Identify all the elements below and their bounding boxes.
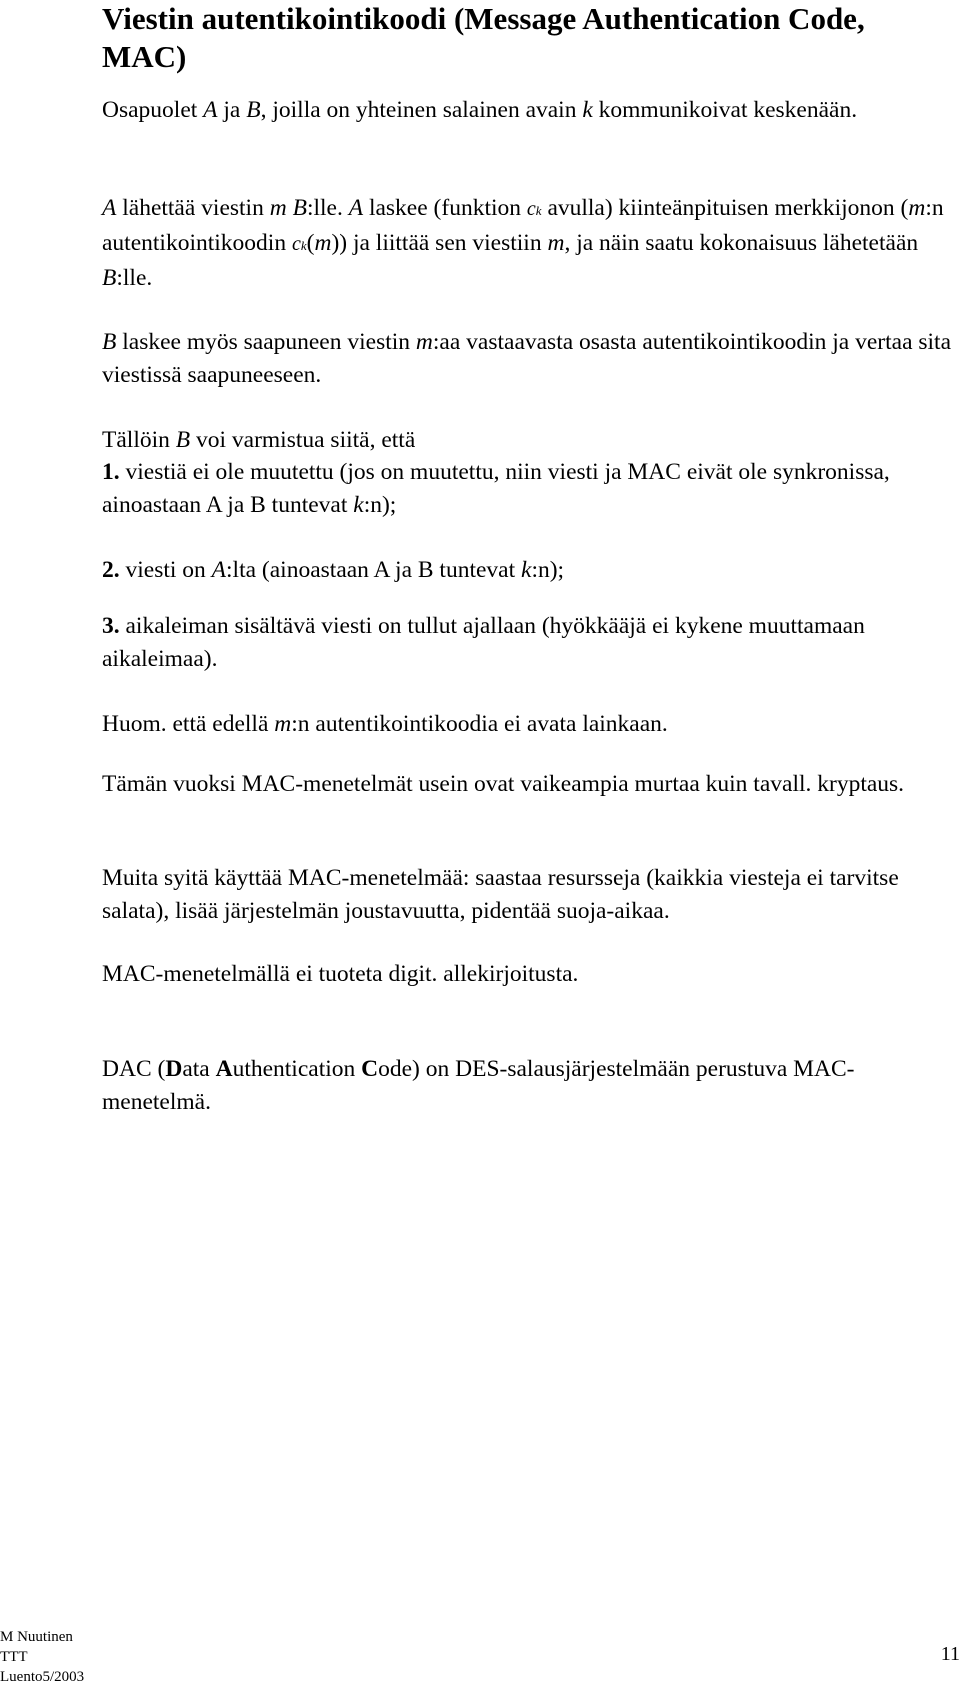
var-a: A xyxy=(203,97,218,123)
text: lähettää viestin xyxy=(116,195,270,221)
text: laskee (funktion xyxy=(363,195,527,221)
text: :lle. xyxy=(306,195,349,221)
paragraph-parties xyxy=(102,94,952,127)
var-b: B xyxy=(292,195,307,221)
list-number: 3. xyxy=(102,613,120,639)
var-a: A xyxy=(348,195,364,221)
paragraph-note xyxy=(102,708,952,741)
footer-lecture: Luento5/2003 xyxy=(0,1669,85,1685)
var-k: k xyxy=(521,557,532,583)
paragraph-dac xyxy=(102,1053,952,1119)
func-subscript-k: k xyxy=(300,238,307,253)
var-b: B xyxy=(246,97,261,123)
page-title: Viestin autentikointikoodi (Message Authentication Code, MAC) xyxy=(102,1,865,74)
text: :n autentikointikoodia ei avata lainkaan. xyxy=(291,711,668,737)
text: Tällöin xyxy=(102,427,176,453)
text: Osapuolet xyxy=(102,97,204,123)
footer-author: M Nuutinen xyxy=(0,1629,73,1645)
text: kommunikoivat keskenään. xyxy=(592,97,858,123)
list-number: 1. xyxy=(102,459,120,485)
text: :n); xyxy=(531,557,565,583)
list-item-2 xyxy=(102,554,952,587)
text: voi varmistua siitä, että xyxy=(190,427,416,453)
footer-course: TTT xyxy=(0,1649,28,1665)
var-k: k xyxy=(582,97,593,123)
text: ( xyxy=(306,230,315,256)
text: Huom. että edellä xyxy=(102,711,275,737)
var-b: B xyxy=(175,427,191,453)
var-m: m xyxy=(547,230,565,256)
text: ode) on DES-salausjärjestelmään perustuva MAC-menetelmä. xyxy=(102,1056,855,1115)
paragraph-reasons: Muita syitä käyttää MAC-menetelmää: saastaa resursseja (kaikkia viesteja ei tarvitse salata), lisää järjestelmän joustavuutta, pidentää suoja-aikaa. xyxy=(102,865,899,924)
paragraph-difficulty: Tämän vuoksi MAC-menetelmät usein ovat vaikeampia murtaa kuin tavall. kryptaus. xyxy=(102,771,905,797)
text: uthentication xyxy=(232,1056,362,1082)
list-item-1 xyxy=(102,456,952,522)
var-m: m xyxy=(269,195,287,221)
var-a: A xyxy=(102,195,117,221)
var-m: m xyxy=(415,329,433,355)
func-subscript-k: k xyxy=(535,203,542,218)
text: , joilla on yhteinen salainen avain xyxy=(260,97,583,123)
var-b: B xyxy=(102,265,117,291)
paragraph-sending xyxy=(102,192,952,295)
text: :lta (ainoastaan A ja B tuntevat xyxy=(226,557,522,583)
text: viestiä ei ole muutettu (jos on muutettu, niin viesti ja MAC eivät ole synkronissa, ainoastaan A ja B tuntevat xyxy=(102,459,890,518)
text: aikaleiman sisältävä viesti on tullut ajallaan (hyökkääjä ei kykene muuttamaan aikaleimaa). xyxy=(102,613,865,672)
list-number: 2. xyxy=(102,557,120,583)
text: , ja näin saatu kokonaisuus lähetetään xyxy=(564,230,919,256)
text: :lle. xyxy=(116,265,153,291)
var-m: m xyxy=(274,711,292,737)
text: :aa vastaavasta osasta autentikointikoodin ja vertaa sita viestissä saapuneeseen. xyxy=(102,329,952,388)
var-a: A xyxy=(211,557,227,583)
paragraph-guarantees-intro xyxy=(102,424,952,457)
acronym-letter: A xyxy=(215,1056,233,1082)
text: ata xyxy=(182,1056,216,1082)
text: ja xyxy=(217,97,247,123)
func-c: c xyxy=(526,198,536,220)
text: avulla) kiinteänpituisen merkkijonon ( xyxy=(541,195,909,221)
paragraph-verify xyxy=(102,326,952,392)
text: )) ja liittää sen viestiin xyxy=(331,230,548,256)
list-item-3 xyxy=(102,610,952,676)
text: viesti on xyxy=(119,557,212,583)
text: laskee myös saapuneen viestin xyxy=(116,329,416,355)
text: :n autentikointikoodin xyxy=(102,195,944,256)
acronym-letter: C xyxy=(361,1056,379,1082)
func-c: c xyxy=(291,233,301,255)
page-number: 11 xyxy=(940,1643,960,1665)
paragraph-signature: MAC-menetelmällä ei tuoteta digit. allekirjoitusta. xyxy=(102,961,579,987)
var-m: m xyxy=(908,195,926,221)
text: :n); xyxy=(363,492,397,518)
text: DAC ( xyxy=(102,1056,166,1082)
var-b: B xyxy=(102,329,117,355)
acronym-letter: D xyxy=(165,1056,183,1082)
var-k: k xyxy=(353,492,364,518)
var-m: m xyxy=(314,230,332,256)
footer-info xyxy=(0,1627,84,1687)
